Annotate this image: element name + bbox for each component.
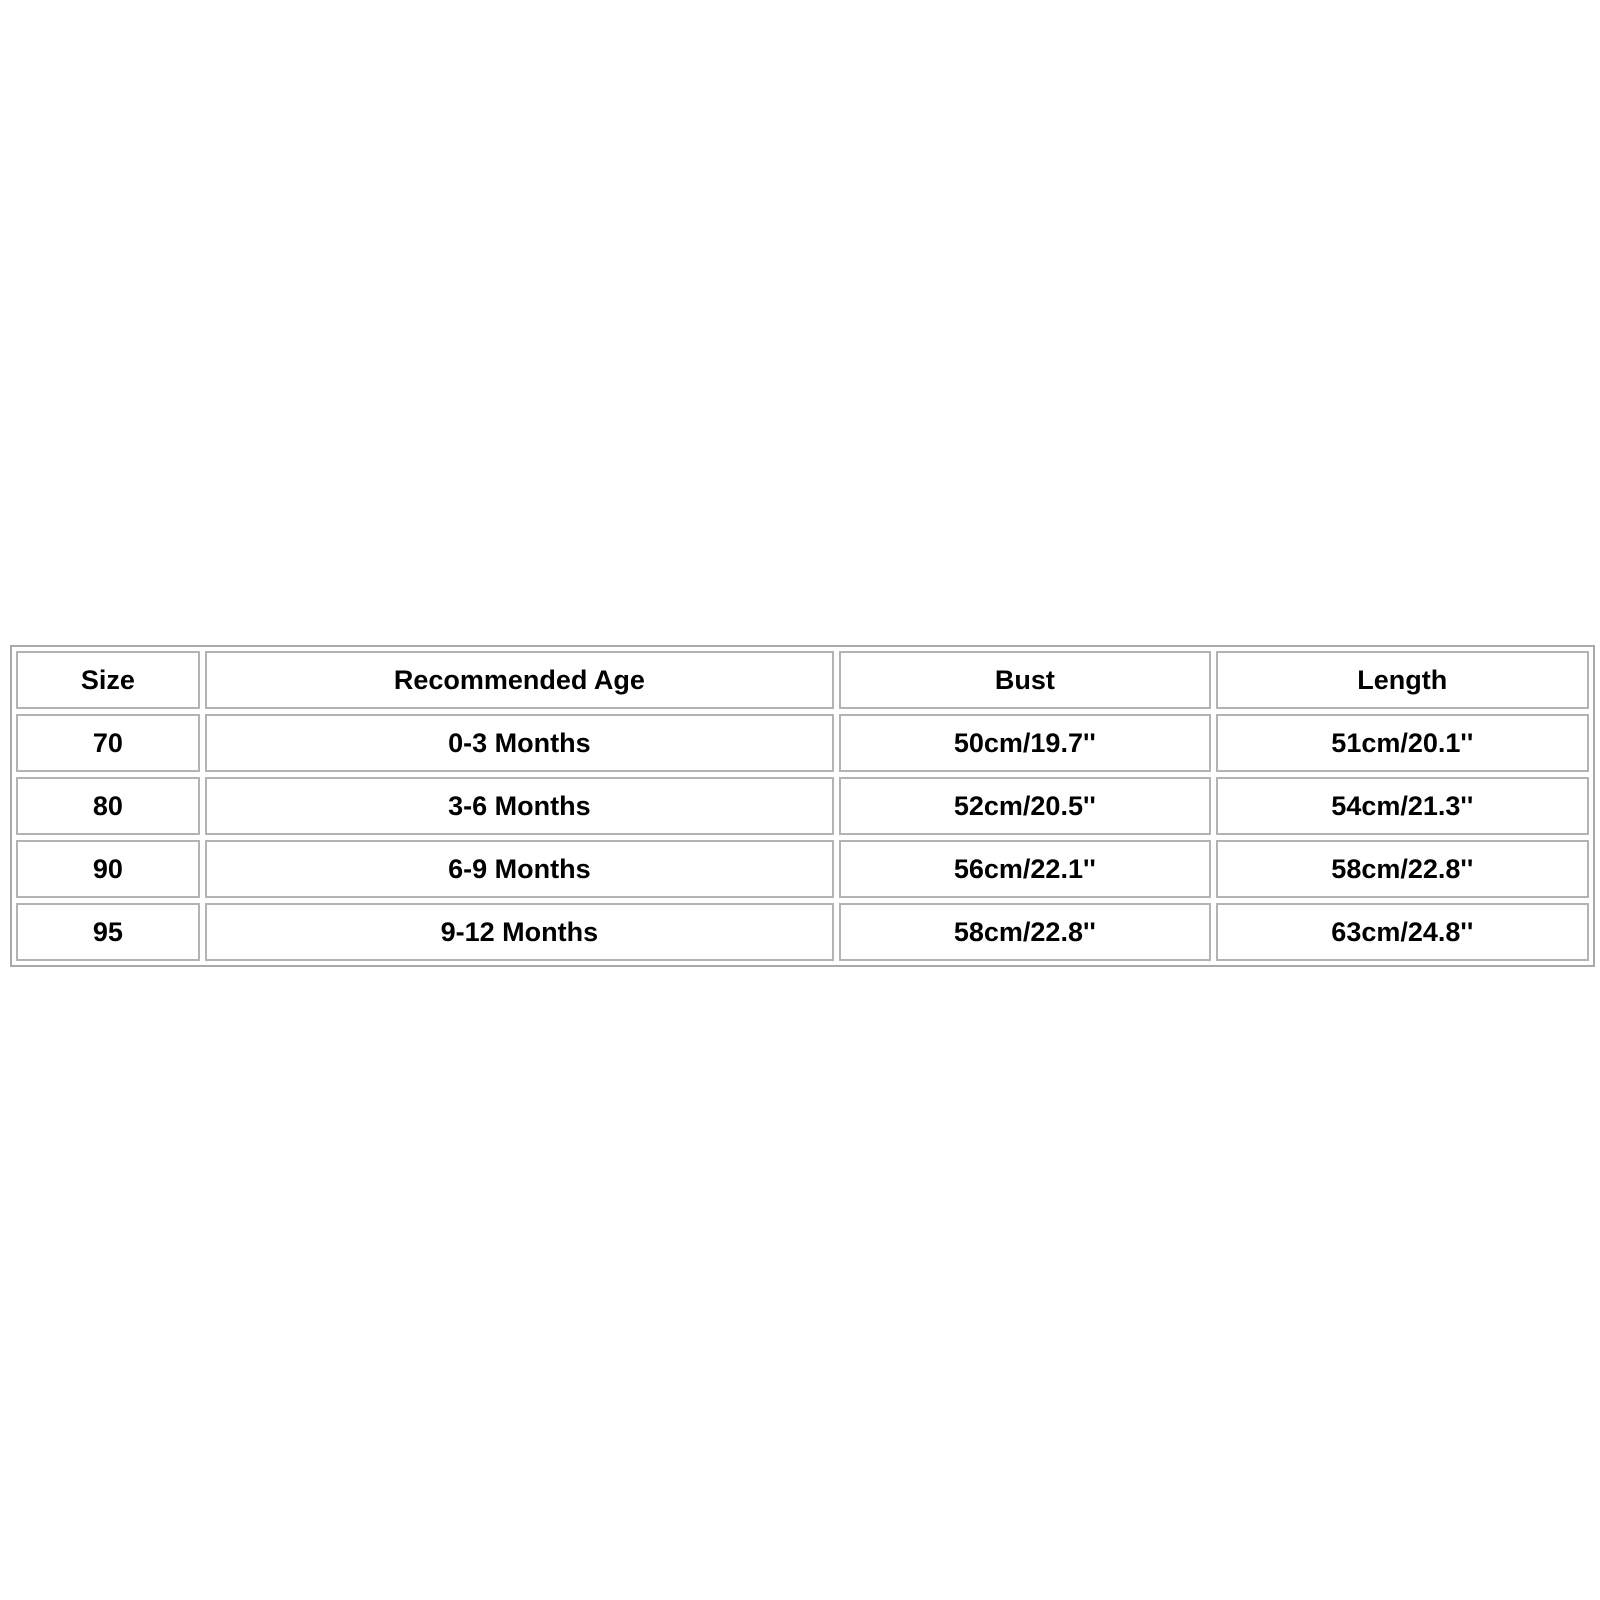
cell-bust: 52cm/20.5'' [839,777,1210,835]
size-chart-table-frame [10,645,1595,967]
cell-recommended-age: 9-12 Months [205,903,834,961]
cell-size: 70 [16,714,200,772]
cell-recommended-age: 0-3 Months [205,714,834,772]
table-row [16,777,1589,835]
cell-size: 80 [16,777,200,835]
header-recommended-age: Recommended Age [205,651,834,709]
header-length: Length [1216,651,1589,709]
table-row [16,840,1589,898]
cell-length: 54cm/21.3'' [1216,777,1589,835]
cell-bust: 58cm/22.8'' [839,903,1210,961]
header-size: Size [16,651,200,709]
cell-recommended-age: 3-6 Months [205,777,834,835]
cell-recommended-age: 6-9 Months [205,840,834,898]
cell-bust: 56cm/22.1'' [839,840,1210,898]
table-header-row [16,651,1589,709]
cell-bust: 50cm/19.7'' [839,714,1210,772]
cell-size: 90 [16,840,200,898]
cell-size: 95 [16,903,200,961]
table-row [16,903,1589,961]
header-bust: Bust [839,651,1210,709]
size-chart-table [11,646,1594,966]
cell-length: 51cm/20.1'' [1216,714,1589,772]
cell-length: 63cm/24.8'' [1216,903,1589,961]
table-row [16,714,1589,772]
cell-length: 58cm/22.8'' [1216,840,1589,898]
